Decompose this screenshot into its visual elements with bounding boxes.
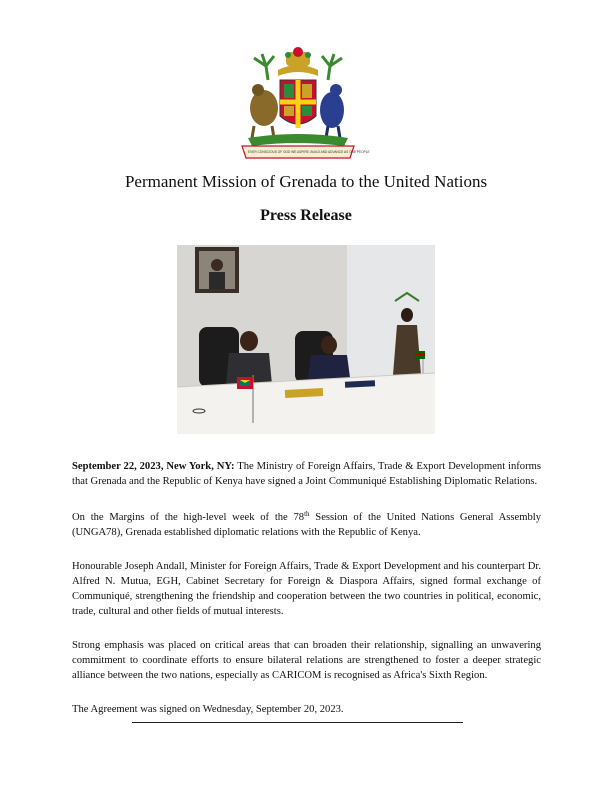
press-release-paragraph-4: Strong emphasis was placed on critical areas that can broaden their relationship, signalling an unwavering commitment to coordinate efforts to ensure bilateral relations are strengthened to foster a deeper strategic alliance between the two nations, especially as CARICOM is recognised as Africa's Sixth Region. [72,640,541,681]
grenada-coat-of-arms [234,46,370,166]
ordinal-suffix: th [304,510,310,518]
paragraph-1-text: The Ministry of Foreign Affairs, Trade & Export Development informs that Grenada and the Republic of Kenya have signed a Joint Communiqué Establishing Diplomatic Relations. [72,461,541,487]
press-release-paragraph-3: Honourable Joseph Andall, Minister for Foreign Affairs, Trade & Export Development and his counterpart Dr. Alfred N. Mutua, EGH, Cabinet Secretary for Foreign & Diaspora Affairs, signed formal exchange of Communiqué, strengthening the friendship and cooperation between the two countries in political, economic, trade, cultural and other fields of mutual interests. [72,561,541,617]
signing-ceremony-photo [177,245,435,434]
organization-name: Permanent Mission of Grenada to the United Nations [124,172,488,191]
paragraph-2-text-pre: On the Margins of the high-level week of the 78 [72,512,305,523]
document-title: Press Release [260,207,352,224]
press-release-paragraph-5: The Agreement was signed on Wednesday, September 20, 2023. [72,704,344,715]
closing-divider [132,722,463,723]
paragraph-2-text-post: Session of the United Nations General Assembly (UNGA78), Grenada established diplomatic relations with the Republic of Kenya. [72,512,541,538]
dateline: September 22, 2023, New York, NY: [72,461,235,472]
crest-motto: EVER CONSCIOUS OF GOD WE ASPIRE, BUILD AND ADVANCE AS ONE PEOPLE [248,150,370,154]
press-release-paragraph-1 [72,459,541,489]
press-release-paragraph-2 [72,510,541,540]
